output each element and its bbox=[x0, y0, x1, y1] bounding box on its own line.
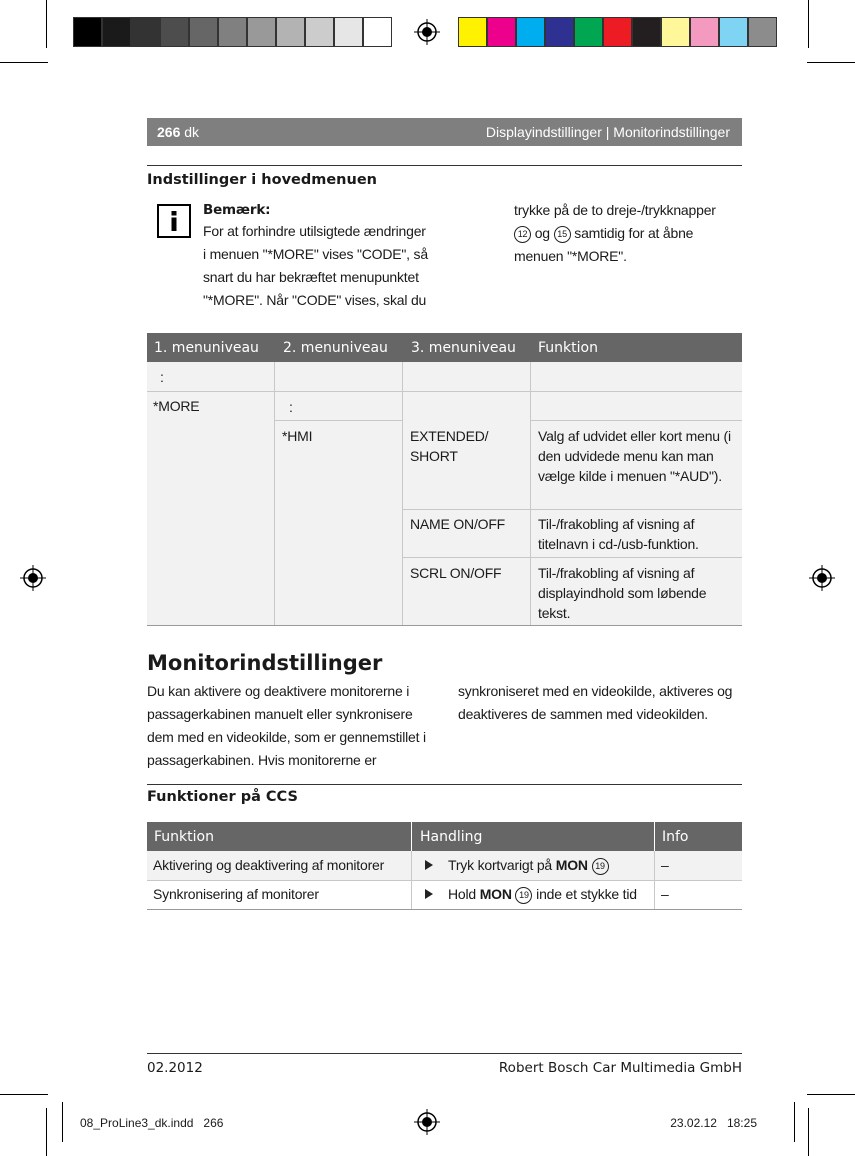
grayscale-bar bbox=[73, 17, 392, 47]
divider bbox=[147, 784, 742, 785]
table-cell: Tryk kortvarigt på MON 19 bbox=[448, 855, 609, 875]
note-title: Bemærk: bbox=[203, 202, 271, 218]
table-cell: Aktivering og deaktivering af monitorer bbox=[153, 857, 385, 873]
section-heading: Indstillinger i hovedmenuen bbox=[147, 172, 377, 188]
registration-mark-icon bbox=[414, 19, 440, 45]
section-heading: Funktioner på CCS bbox=[147, 789, 298, 805]
crop-mark bbox=[807, 1094, 855, 1095]
body-paragraph: Du kan aktivere og deaktivere monitorerne i passagerkabinen manuelt eller synkronisere dem med en videokilde, som er gennemstillet i passagerkabinen. Hvis monitorerne er bbox=[147, 683, 426, 768]
control-number-badge: 19 bbox=[592, 858, 609, 875]
crop-mark bbox=[808, 0, 809, 48]
info-icon bbox=[157, 204, 191, 238]
crop-mark bbox=[46, 1108, 47, 1156]
table-cell: Hold MON 19 inde et stykke tid bbox=[448, 886, 637, 902]
table-cell: SCRL ON/OFF bbox=[410, 565, 502, 581]
slug-filename: 08_ProLine3_dk.indd 266 bbox=[80, 1116, 224, 1130]
table-cell: Til-/frakobling af visning af displayindhold som løbende tekst. bbox=[538, 565, 707, 621]
slug-date: 23.02.12 18:25 bbox=[670, 1116, 757, 1130]
divider bbox=[147, 165, 742, 166]
color-bar bbox=[458, 17, 777, 47]
control-number-badge: 15 bbox=[554, 226, 571, 243]
control-number-badge: 12 bbox=[514, 226, 531, 243]
crop-mark bbox=[808, 1108, 809, 1156]
crop-mark bbox=[0, 1094, 48, 1095]
registration-mark-icon bbox=[20, 565, 46, 591]
note-text: For at forhindre utilsigtede ændringer i menuen "*MORE" vises "CODE", så snart du har bekræftet menupunktet "*MORE". Når "CODE" vises, skal du bbox=[203, 223, 428, 308]
control-number-badge: 19 bbox=[515, 887, 532, 904]
table-cell: Til-/frakobling af visning af titelnavn i cd-/usb-funktion. bbox=[538, 516, 699, 552]
table-header: 1. menuniveau 2. menuniveau 3. menuniveau Funktion bbox=[147, 333, 742, 362]
table-cell: – bbox=[661, 886, 669, 902]
table-header: Funktion Handling Info bbox=[147, 822, 742, 851]
page-number: 266 dk bbox=[157, 124, 200, 140]
footer-date: 02.2012 bbox=[147, 1060, 203, 1076]
table-cell: : bbox=[160, 369, 164, 385]
section-title: Displayindstillinger | Monitorindstillinger bbox=[485, 124, 730, 140]
crop-mark bbox=[807, 62, 855, 63]
crop-mark bbox=[0, 62, 48, 63]
crop-mark bbox=[46, 0, 47, 48]
body-paragraph: synkroniseret med en videokilde, aktiveres og deaktiveres de sammen med videokilden. bbox=[458, 683, 733, 722]
page-header bbox=[147, 118, 742, 146]
table-cell: Synkronisering af monitorer bbox=[153, 886, 319, 902]
action-arrow-icon bbox=[425, 889, 433, 899]
table-cell: Valg af udvidet eller kort menu (i den udvidede menu kan man vælge kilde i menuen "*AUD"). bbox=[538, 428, 731, 484]
note-text-continued: trykke på de to dreje-/trykknapper 12 og 15 samtidig for at åbne menuen "*MORE". bbox=[514, 202, 716, 264]
table-cell: : bbox=[289, 399, 293, 415]
footer-divider bbox=[147, 1053, 742, 1054]
section-heading: Monitorindstillinger bbox=[147, 651, 383, 675]
table-cell: *HMI bbox=[282, 428, 313, 444]
table-cell: – bbox=[661, 857, 669, 873]
table-cell: NAME ON/OFF bbox=[410, 516, 506, 532]
footer-company: Robert Bosch Car Multimedia GmbH bbox=[498, 1060, 742, 1076]
table-cell: EXTENDED/ SHORT bbox=[410, 428, 489, 464]
action-arrow-icon bbox=[425, 860, 433, 870]
table-cell: *MORE bbox=[153, 398, 200, 414]
registration-mark-icon bbox=[809, 565, 835, 591]
